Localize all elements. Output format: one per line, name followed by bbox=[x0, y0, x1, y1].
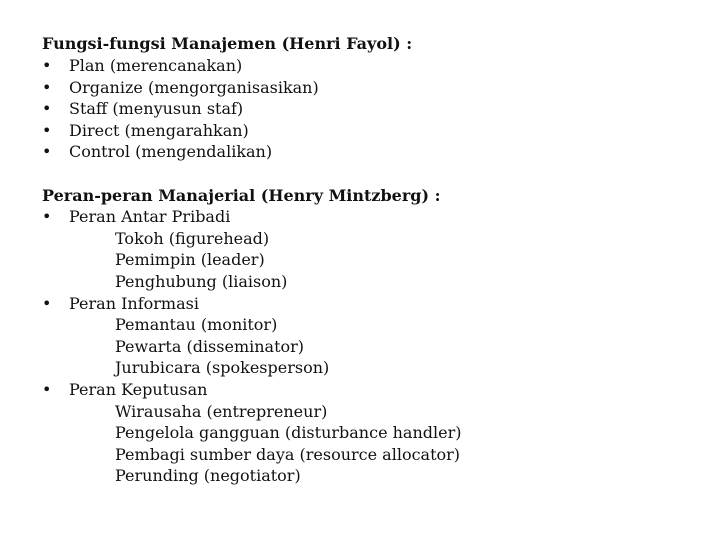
role-entrepreneur: Wirausaha (entrepreneur) bbox=[115, 402, 328, 421]
role-leader: Pemimpin (leader) bbox=[115, 250, 265, 269]
fayol-heading: Fungsi-fungsi Manajemen (Henri Fayol) : bbox=[42, 34, 413, 53]
mintzberg-heading: Peran-peran Manajerial (Henry Mintzberg) : bbox=[42, 186, 441, 205]
bullet-icon: • bbox=[42, 207, 52, 226]
role-negotiator: Perunding (negotiator) bbox=[115, 466, 301, 485]
role-group-interpersonal: Peran Antar Pribadi bbox=[69, 207, 231, 226]
fayol-item-control: Control (mengendalikan) bbox=[69, 142, 273, 161]
role-resource-allocator: Pembagi sumber daya (resource allocator) bbox=[115, 445, 461, 464]
fayol-item-staff: Staff (menyusun staf) bbox=[69, 99, 244, 118]
fayol-item-plan: Plan (merencanakan) bbox=[69, 56, 243, 75]
role-group-decisional: Peran Keputusan bbox=[69, 380, 208, 399]
role-figurehead: Tokoh (figurehead) bbox=[115, 229, 270, 248]
bullet-icon: • bbox=[42, 78, 52, 97]
bullet-icon: • bbox=[42, 99, 52, 118]
role-liaison: Penghubung (liaison) bbox=[115, 272, 288, 291]
bullet-icon: • bbox=[42, 56, 52, 75]
bullet-icon: • bbox=[42, 121, 52, 140]
role-spokesperson: Jurubicara (spokesperson) bbox=[115, 358, 330, 377]
role-monitor: Pemantau (monitor) bbox=[115, 315, 278, 334]
role-disturbance-handler: Pengelola gangguan (disturbance handler) bbox=[115, 423, 462, 442]
fayol-item-direct: Direct (mengarahkan) bbox=[69, 121, 249, 140]
fayol-item-organize: Organize (mengorganisasikan) bbox=[69, 78, 319, 97]
role-disseminator: Pewarta (disseminator) bbox=[115, 337, 305, 356]
bullet-icon: • bbox=[42, 142, 52, 161]
bullet-icon: • bbox=[42, 380, 52, 399]
bullet-icon: • bbox=[42, 294, 52, 313]
role-group-informational: Peran Informasi bbox=[69, 294, 199, 313]
